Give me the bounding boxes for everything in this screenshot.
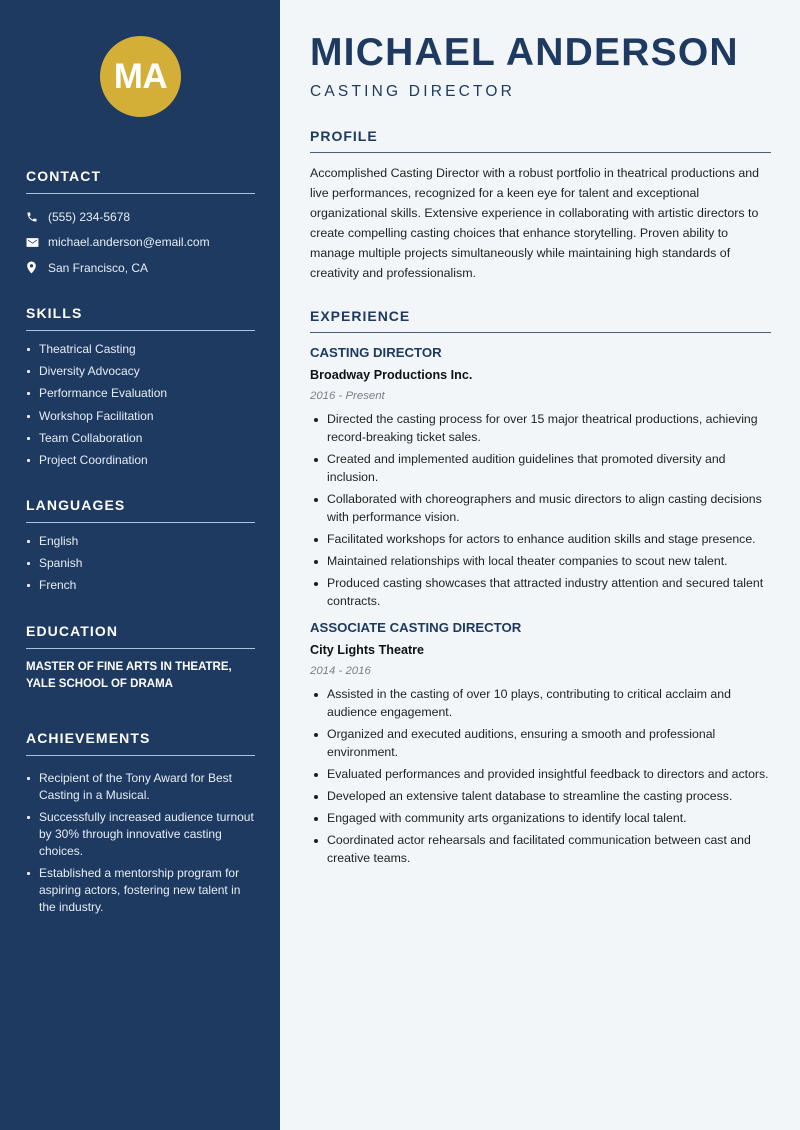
- skill-item: Theatrical Casting: [26, 341, 255, 358]
- company-name: Broadway Productions Inc.: [310, 368, 473, 382]
- avatar: [100, 36, 181, 117]
- skills-heading: SKILLS: [26, 305, 255, 331]
- skill-item: Team Collaboration: [26, 430, 255, 447]
- achievement-item: Established a mentorship program for aspiring actors, fostering new talent in the industry.: [26, 865, 255, 916]
- contact-list: [26, 204, 255, 281]
- language-item: French: [26, 577, 255, 594]
- avatar-initials: MA: [113, 56, 168, 96]
- experience-heading: EXPERIENCE: [310, 308, 771, 333]
- language-item: English: [26, 533, 255, 550]
- skill-item: Performance Evaluation: [26, 385, 255, 402]
- profile-heading: PROFILE: [310, 128, 771, 153]
- contact-phone-text[interactable]: (555) 234-5678: [48, 209, 131, 224]
- contact-email: [26, 230, 255, 256]
- company-name: City Lights Theatre: [310, 643, 425, 657]
- email-icon: [26, 237, 48, 248]
- job-dates: 2014 - 2016: [310, 665, 371, 677]
- job-responsibilities: [310, 410, 771, 610]
- achievements-section: [26, 730, 255, 921]
- responsibility-item: Evaluated performances and provided insightful feedback to directors and actors.: [310, 765, 771, 783]
- responsibility-item: Produced casting showcases that attracted industry attention and secured talent contracts.: [310, 574, 771, 610]
- languages-heading: LANGUAGES: [26, 497, 255, 523]
- responsibility-item: Organized and executed auditions, ensuring a smooth and professional environment.: [310, 725, 771, 761]
- contact-heading: CONTACT: [26, 168, 255, 194]
- skills-section: [26, 305, 255, 474]
- achievement-item: Recipient of the Tony Award for Best Casting in a Musical.: [26, 770, 255, 804]
- responsibility-item: Engaged with community arts organizations to identify local talent.: [310, 809, 771, 827]
- languages-list: [26, 533, 255, 594]
- responsibility-item: Developed an extensive talent database to streamline the casting process.: [310, 787, 771, 805]
- contact-section: [26, 168, 255, 281]
- contact-email-text[interactable]: michael.anderson@email.com: [48, 235, 210, 250]
- responsibility-item: Created and implemented audition guidelines that promoted diversity and inclusion.: [310, 450, 771, 486]
- responsibility-item: Assisted in the casting of over 10 plays, contributing to critical acclaim and audience engagement.: [310, 685, 771, 721]
- responsibility-item: Directed the casting process for over 15 major theatrical productions, achieving record-breaking ticket sales.: [310, 410, 771, 446]
- profile-section: [310, 128, 771, 283]
- contact-phone: [26, 204, 255, 230]
- job-responsibilities: [310, 685, 771, 867]
- phone-icon: [26, 211, 48, 223]
- contact-location: [26, 255, 255, 281]
- education-degree: MASTER OF FINE ARTS IN THEATRE, YALE SCHOOL OF DRAMA: [26, 661, 232, 690]
- job-title: ASSOCIATE CASTING DIRECTOR: [310, 620, 522, 635]
- job-title: CASTING DIRECTOR: [310, 345, 442, 360]
- job-entry: [310, 620, 771, 867]
- candidate-name: MICHAEL ANDERSON: [310, 31, 739, 74]
- skill-item: Project Coordination: [26, 452, 255, 469]
- achievements-heading: ACHIEVEMENTS: [26, 730, 255, 756]
- profile-summary: Accomplished Casting Director with a robust portfolio in theatrical productions and live performances, recognized for a keen eye for talent and exceptional organizational skills. Extensive experience in collaborating with artistic directors to create compelling casting choices that enhance storytelling. Proven ability to manage multiple projects simultaneously while maintaining high standards of creativity and professionalism.: [310, 166, 760, 280]
- job-entry: [310, 345, 771, 610]
- responsibility-item: Facilitated workshops for actors to enhance audition skills and stage presence.: [310, 530, 771, 548]
- education-section: [26, 623, 255, 693]
- location-pin-icon: [26, 261, 48, 274]
- job-dates: 2016 - Present: [310, 390, 385, 402]
- skills-list: [26, 341, 255, 469]
- responsibility-item: Collaborated with choreographers and music directors to align casting decisions with performance vision.: [310, 490, 771, 526]
- language-item: Spanish: [26, 555, 255, 572]
- responsibility-item: Maintained relationships with local theater companies to scout new talent.: [310, 552, 771, 570]
- skill-item: Diversity Advocacy: [26, 363, 255, 380]
- responsibility-item: Coordinated actor rehearsals and facilitated communication between cast and creative teams.: [310, 831, 771, 867]
- achievement-item: Successfully increased audience turnout by 30% through innovative casting choices.: [26, 809, 255, 860]
- sidebar: [0, 0, 280, 1130]
- education-heading: EDUCATION: [26, 623, 255, 649]
- experience-section: [310, 308, 771, 871]
- contact-location-text: San Francisco, CA: [48, 260, 149, 275]
- skill-item: Workshop Facilitation: [26, 408, 255, 425]
- languages-section: [26, 497, 255, 599]
- achievements-list: [26, 770, 255, 916]
- job-title-header: CASTING DIRECTOR: [310, 83, 516, 100]
